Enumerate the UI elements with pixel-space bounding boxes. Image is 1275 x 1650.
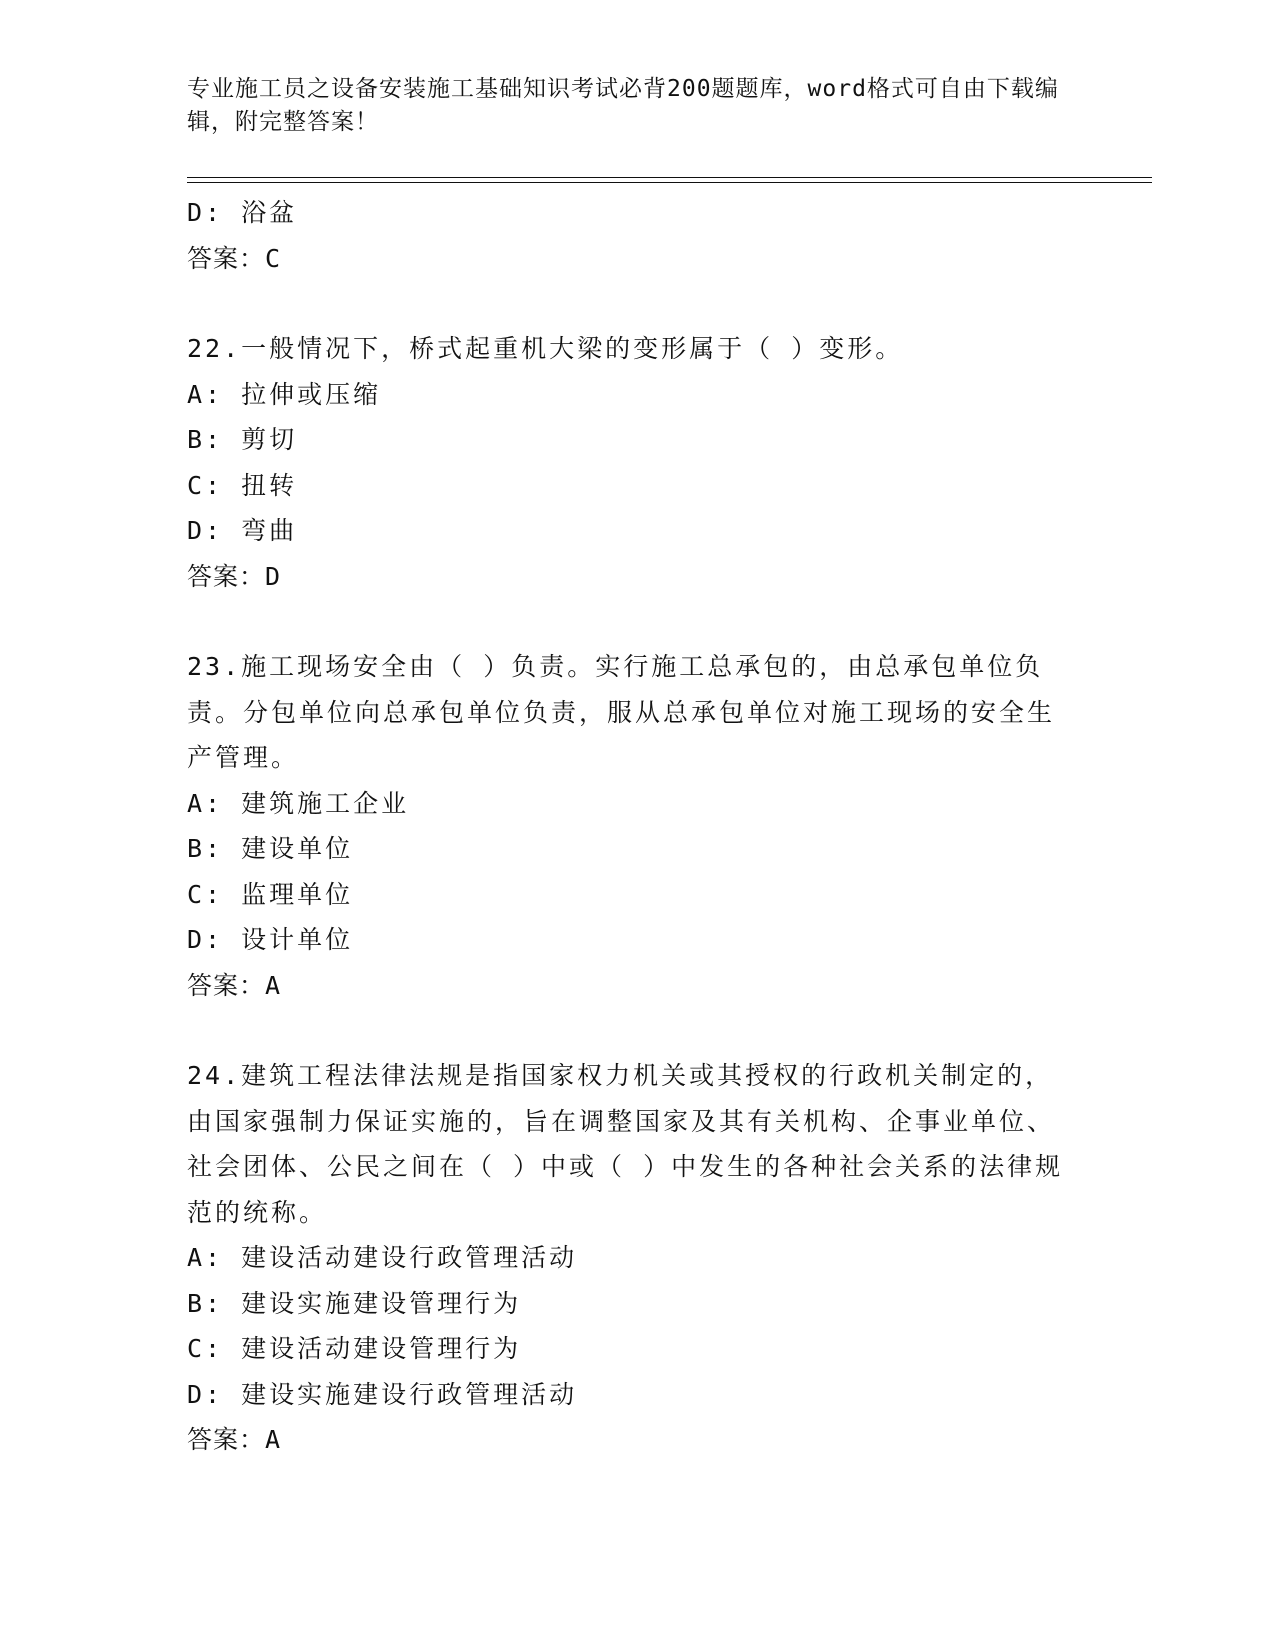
option-d: D: 设计单位 <box>187 925 354 954</box>
header-divider-bottom <box>187 182 1152 183</box>
option-c: C: 建设活动建设管理行为 <box>187 1334 522 1363</box>
question-stem: 22.一般情况下，桥式起重机大梁的变形属于（ ）变形。 <box>187 334 904 363</box>
option-b: B: 剪切 <box>187 425 298 454</box>
spacer <box>187 281 1067 326</box>
option-d: D: 弯曲 <box>187 516 298 545</box>
question-stem: 24.建筑工程法律法规是指国家权力机关或其授权的行政机关制定的，由国家强制力保证实施的，旨在调整国家及其有关机构、企事业单位、社会团体、公民之间在（ ）中或（ ）中发生的各种社会关系的法律规范的统称。 <box>187 1061 1064 1227</box>
question-content <box>187 190 1067 1463</box>
option-c: C: 监理单位 <box>187 879 354 909</box>
answer: 答案：A <box>187 1425 282 1454</box>
option-d: D: 建设实施建设行政管理活动 <box>187 1379 578 1409</box>
header-divider-top <box>187 177 1152 178</box>
answer: 答案：A <box>187 970 282 1000</box>
spacer <box>187 599 1067 644</box>
option-b: B: 建设实施建设管理行为 <box>187 1288 522 1318</box>
answer: 答案：D <box>187 561 282 591</box>
option-c: C: 扭转 <box>187 470 298 500</box>
question-22 <box>187 326 1067 599</box>
question-24 <box>187 1053 1067 1463</box>
option-a: A: 建设活动建设行政管理活动 <box>187 1243 578 1272</box>
option-a: A: 建筑施工企业 <box>187 788 410 818</box>
question-stem: 23.施工现场安全由（ ）负责。实行施工总承包的，由总承包单位负责。分包单位向总承包单位负责，服从总承包单位对施工现场的安全生产管理。 <box>187 652 1056 772</box>
previous-answer: 答案：C <box>187 243 282 273</box>
option-b: B: 建设单位 <box>187 834 354 863</box>
spacer <box>187 1008 1067 1053</box>
previous-option-d: D: 浴盆 <box>187 198 298 227</box>
question-23 <box>187 644 1067 1008</box>
option-a: A: 拉伸或压缩 <box>187 379 382 409</box>
document-header: 专业施工员之设备安装施工基础知识考试必背200题题库，word格式可自由下载编辑，附完整答案！ <box>187 76 1059 135</box>
